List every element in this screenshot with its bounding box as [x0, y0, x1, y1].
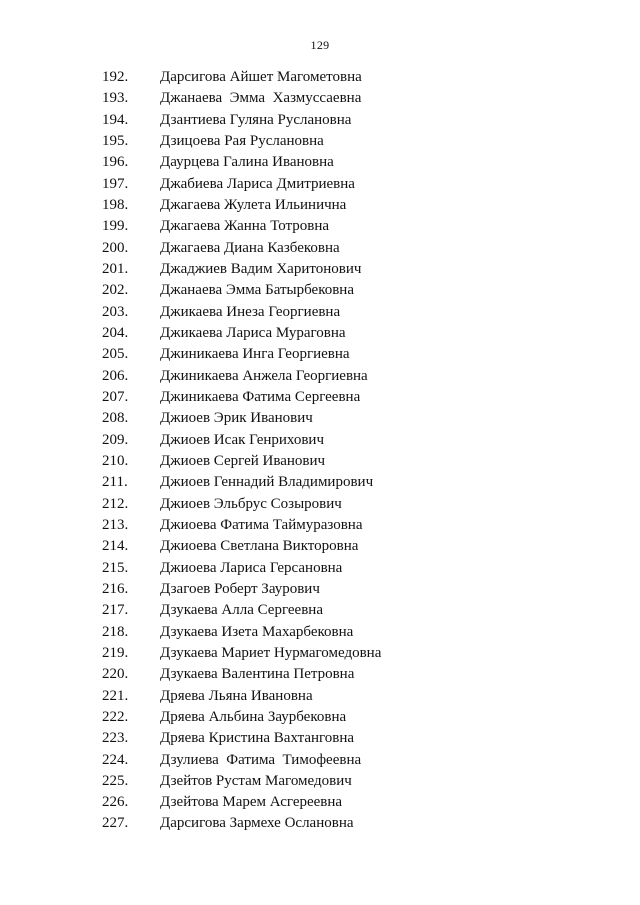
list-item [0, 728, 640, 749]
entry-name: Дзукаева Изета Махарбековна [160, 623, 354, 640]
list-item [0, 579, 640, 600]
entry-name: Джиоева Лариса Герсановна [160, 559, 343, 576]
name-list [0, 67, 640, 835]
entry-number: 208. [102, 410, 129, 427]
list-item [0, 430, 640, 451]
entry-name: Джиоев Геннадий Владимирович [160, 474, 374, 491]
entry-name: Дарсигова Зармехе Ослановна [160, 815, 354, 832]
list-item [0, 366, 640, 387]
entry-number: 201. [102, 260, 129, 277]
entry-name: Даурцева Галина Ивановна [160, 154, 334, 171]
entry-name: Джиоев Эльбрус Созырович [160, 495, 342, 512]
entry-name: Джагаева Жулета Ильинична [160, 196, 347, 213]
list-item [0, 707, 640, 728]
entry-name: Дзицоева Рая Руслановна [160, 132, 324, 149]
list-item [0, 302, 640, 323]
page-number: 129 [310, 38, 330, 52]
entry-name: Джикаева Инеза Георгиевна [160, 303, 341, 320]
entry-number: 227. [102, 815, 129, 832]
entry-name: Джиоев Сергей Иванович [160, 452, 326, 469]
entry-number: 202. [102, 282, 129, 299]
entry-name: Джиоев Эрик Иванович [160, 410, 313, 427]
list-item [0, 600, 640, 621]
list-item [0, 259, 640, 280]
list-item [0, 152, 640, 173]
list-item [0, 344, 640, 365]
list-item [0, 387, 640, 408]
entry-name: Джаджиев Вадим Харитонович [160, 260, 362, 277]
entry-name: Дзагоев Роберт Заурович [160, 580, 320, 597]
entry-number: 213. [102, 516, 129, 533]
entry-name: Джанаева Эмма Хазмуссаевна [160, 90, 362, 107]
list-item [0, 750, 640, 771]
entry-name: Дзантиева Гуляна Руслановна [160, 111, 352, 128]
entry-number: 222. [102, 708, 129, 725]
entry-name: Джикаева Лариса Мураговна [160, 324, 346, 341]
list-item [0, 67, 640, 88]
list-item [0, 643, 640, 664]
entry-name: Джиникаева Анжела Георгиевна [160, 367, 368, 384]
list-item [0, 238, 640, 259]
entry-number: 216. [102, 580, 129, 597]
entry-number: 198. [102, 196, 129, 213]
entry-number: 209. [102, 431, 129, 448]
entry-number: 194. [102, 111, 129, 128]
entry-number: 195. [102, 132, 129, 149]
list-item [0, 771, 640, 792]
entry-number: 219. [102, 644, 129, 661]
entry-name: Дзукаева Алла Сергеевна [160, 602, 323, 619]
entry-name: Дряева Льяна Ивановна [160, 687, 313, 704]
list-item [0, 536, 640, 557]
entry-name: Джиникаева Фатима Сергеевна [160, 388, 361, 405]
entry-number: 200. [102, 239, 129, 256]
entry-number: 223. [102, 730, 129, 747]
entry-name: Дзукаева Валентина Петровна [160, 666, 355, 683]
list-item [0, 813, 640, 834]
entry-number: 214. [102, 538, 129, 555]
entry-number: 226. [102, 794, 129, 811]
entry-name: Дряева Альбина Заурбековна [160, 708, 347, 725]
list-item [0, 131, 640, 152]
entry-name: Джагаева Диана Казбековна [160, 239, 340, 256]
entry-name: Дряева Кристина Вахтанговна [160, 730, 355, 747]
list-item [0, 558, 640, 579]
entry-number: 193. [102, 90, 129, 107]
list-item [0, 515, 640, 536]
entry-name: Джанаева Эмма Батырбековна [160, 282, 354, 299]
entry-number: 204. [102, 324, 129, 341]
entry-number: 217. [102, 602, 129, 619]
entry-number: 199. [102, 218, 129, 235]
list-item [0, 451, 640, 472]
entry-number: 218. [102, 623, 129, 640]
entry-number: 225. [102, 772, 129, 789]
entry-name: Дзейтов Рустам Магомедович [160, 772, 352, 789]
entry-number: 224. [102, 751, 129, 768]
entry-name: Джагаева Жанна Тотровна [160, 218, 330, 235]
entry-number: 207. [102, 388, 129, 405]
list-item [0, 664, 640, 685]
entry-name: Джиоева Светлана Викторовна [160, 538, 359, 555]
list-item [0, 622, 640, 643]
entry-name: Джиникаева Инга Георгиевна [160, 346, 350, 363]
entry-name: Дзукаева Мариет Нурмагомедовна [160, 644, 382, 661]
list-item [0, 195, 640, 216]
entry-number: 215. [102, 559, 129, 576]
entry-number: 220. [102, 666, 129, 683]
entry-name: Дзулиева Фатима Тимофеевна [160, 751, 362, 768]
list-item [0, 323, 640, 344]
list-item [0, 280, 640, 301]
entry-number: 205. [102, 346, 129, 363]
entry-number: 212. [102, 495, 129, 512]
entry-name: Джабиева Лариса Дмитриевна [160, 175, 355, 192]
entry-name: Джиоев Исак Генрихович [160, 431, 324, 448]
entry-number: 203. [102, 303, 129, 320]
entry-number: 206. [102, 367, 129, 384]
entry-number: 197. [102, 175, 129, 192]
entry-name: Джиоева Фатима Таймуразовна [160, 516, 363, 533]
entry-number: 221. [102, 687, 129, 704]
entry-name: Дзейтова Марем Асгереевна [160, 794, 343, 811]
list-item [0, 216, 640, 237]
list-item [0, 174, 640, 195]
list-item [0, 686, 640, 707]
entry-number: 192. [102, 69, 129, 85]
entry-number: 211. [102, 474, 128, 491]
list-item [0, 472, 640, 493]
entry-name: Дарсигова Айшет Магометовна [160, 69, 362, 85]
list-item [0, 88, 640, 109]
entry-number: 210. [102, 452, 129, 469]
list-item [0, 408, 640, 429]
entry-number: 196. [102, 154, 129, 171]
list-item [0, 792, 640, 813]
list-item [0, 494, 640, 515]
list-item [0, 110, 640, 131]
